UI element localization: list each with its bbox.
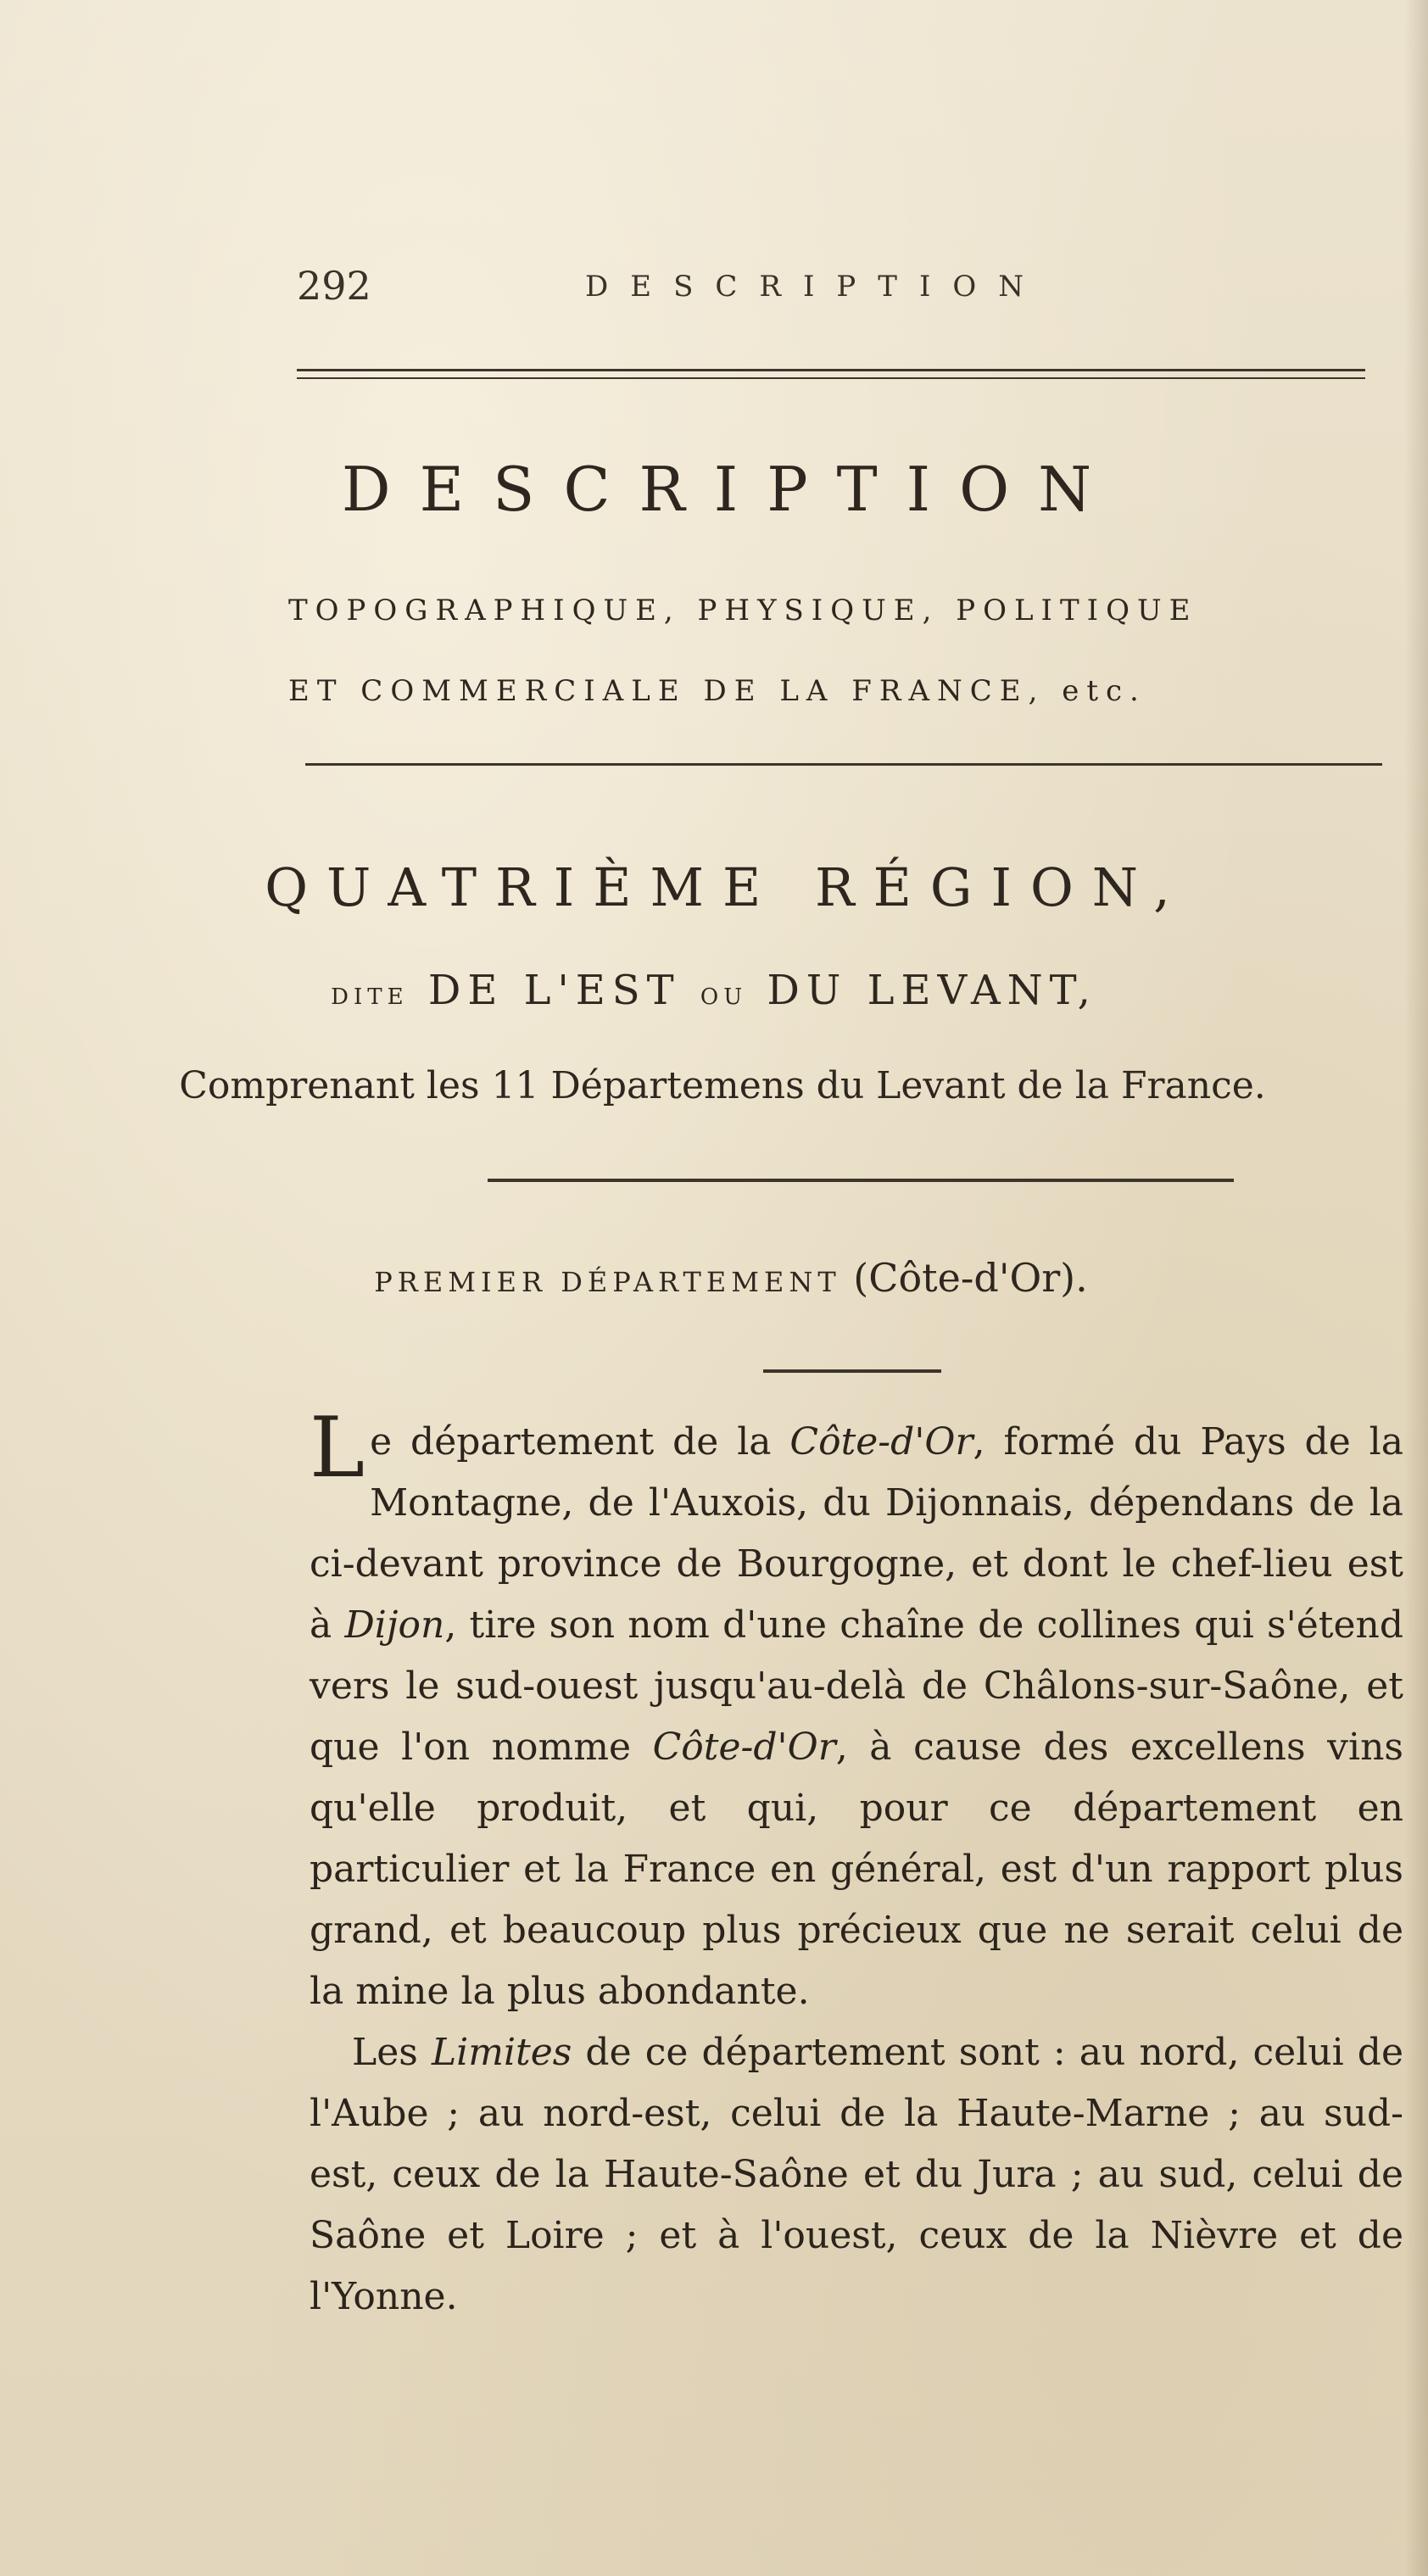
department-rule — [763, 1369, 941, 1373]
region-ou: OU — [700, 984, 748, 1010]
region-title: QUATRIÈME RÉGION, — [265, 856, 1189, 918]
p2-text-b: de ce département sont : au nord, celui de l'Aube ; au nord-est, celui de la Haute-Marne ; au sud-est, ceux de la Haute-Saône et du Jura ; au sud, celui de Saône et Loire ; et à l'ouest, ceux de la Nièvre et de l'Yonne. — [310, 2031, 1403, 2318]
p1-text-c: , tire son nom d'une chaîne de collines qui s'étend vers le sud-ouest jusqu'au-delà de Châlons-sur-Saône, et que l'on nomme — [310, 1603, 1403, 1769]
p1-text-d: , à cause des excellens vins qu'elle produit, et qui, pour ce département en particulier et la France en général, est d'un rapport plus grand, et beaucoup plus précieux que ne serait celui de la mine la plus abondante. — [310, 1726, 1403, 2013]
p2-italic-limites: Limites — [431, 2031, 572, 2074]
p1-italic-dijon: Dijon — [344, 1603, 445, 1647]
department-label: PREMIER DÉPARTEMENT — [374, 1266, 841, 1298]
running-title: DESCRIPTION — [585, 270, 1046, 304]
main-title: DESCRIPTION — [341, 454, 1121, 525]
title-rule — [305, 763, 1382, 766]
paragraph-1 — [310, 1400, 1403, 2022]
subtitle-line-1: TOPOGRAPHIQUE, PHYSIQUE, POLITIQUE — [288, 594, 1198, 627]
running-head — [297, 263, 1399, 314]
p1-italic-cote-dor-2: Côte-d'Or — [652, 1726, 836, 1769]
department-title — [0, 1255, 1428, 1301]
paragraph-2 — [310, 2022, 1403, 2328]
region-subtitle — [0, 967, 1428, 1014]
body-text — [310, 1400, 1403, 2328]
region-dite: DITE — [331, 984, 409, 1010]
region-de-lest: DE L'EST — [427, 967, 681, 1014]
p1-text-b: , formé du Pays de la Montagne, de l'Auxois, du Dijonnais, dépendans de la ci-devant province de Bourgogne, et dont le chef-lieu est à — [310, 1420, 1403, 1647]
header-double-rule — [297, 369, 1365, 379]
department-name: (Côte-d'Or). — [853, 1255, 1088, 1301]
region-comprising: Comprenant les 11 Départemens du Levant de la France. — [179, 1064, 1266, 1107]
p2-text-a: Les — [352, 2031, 432, 2074]
region-du-levant: DU LEVANT, — [767, 967, 1097, 1014]
subtitle-line-2: ET COMMERCIALE DE LA FRANCE, etc. — [288, 674, 1146, 708]
p1-italic-cote-dor: Côte-d'Or — [789, 1420, 973, 1464]
p1-text-a: Le département de la — [310, 1400, 790, 1497]
page-number: 292 — [297, 263, 371, 309]
region-rule — [488, 1179, 1234, 1182]
